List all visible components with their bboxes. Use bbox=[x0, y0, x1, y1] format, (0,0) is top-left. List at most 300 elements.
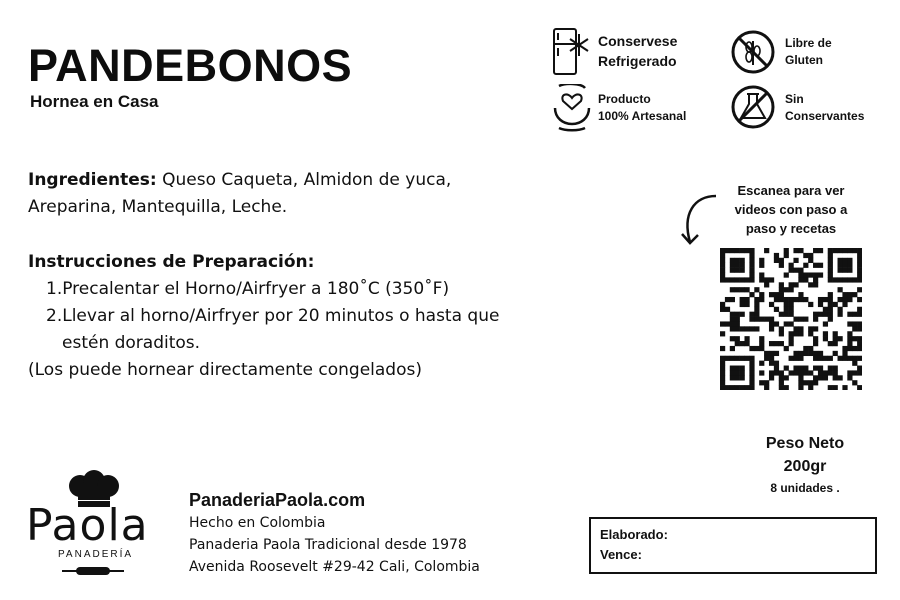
qr-module bbox=[798, 331, 803, 336]
step-number: 2. bbox=[46, 306, 63, 326]
qr-module bbox=[779, 258, 784, 263]
website-link[interactable]: PanaderiaPaola.com bbox=[189, 490, 366, 510]
qr-module bbox=[725, 248, 730, 253]
qr-module bbox=[764, 282, 769, 287]
qr-module bbox=[784, 248, 789, 253]
qr-module bbox=[774, 366, 779, 371]
qr-module bbox=[749, 366, 754, 371]
qr-module bbox=[857, 326, 862, 331]
qr-module bbox=[744, 336, 749, 341]
qr-module bbox=[769, 356, 774, 361]
qr-module bbox=[789, 356, 794, 361]
qr-module bbox=[857, 268, 862, 273]
qr-module bbox=[847, 331, 852, 336]
instructions-title: Instrucciones de Preparación: bbox=[28, 252, 315, 272]
qr-module bbox=[740, 312, 745, 317]
company-info bbox=[189, 512, 480, 578]
qr-module bbox=[808, 272, 813, 277]
qr-module bbox=[833, 336, 838, 341]
qr-module bbox=[852, 346, 857, 351]
qr-module bbox=[833, 341, 838, 346]
qr-module bbox=[842, 258, 847, 263]
qr-module bbox=[720, 248, 725, 253]
qr-module bbox=[798, 272, 803, 277]
qr-module bbox=[720, 331, 725, 336]
qr-module bbox=[740, 302, 745, 307]
qr-module bbox=[769, 302, 774, 307]
qr-module bbox=[857, 258, 862, 263]
qr-module bbox=[740, 356, 745, 361]
badge-refrigerate bbox=[598, 31, 677, 71]
product-subtitle: Hornea en Casa bbox=[30, 92, 159, 111]
qr-module bbox=[720, 361, 725, 366]
qr-module bbox=[759, 346, 764, 351]
qr-module bbox=[789, 282, 794, 287]
qr-module bbox=[793, 331, 798, 336]
qr-module bbox=[779, 380, 784, 385]
qr-module bbox=[823, 375, 828, 380]
qr-module bbox=[744, 287, 749, 292]
qr-module bbox=[808, 326, 813, 331]
qr-module bbox=[833, 331, 838, 336]
qr-module bbox=[842, 292, 847, 297]
qr-module bbox=[847, 292, 852, 297]
qr-module bbox=[730, 297, 735, 302]
qr-caption-line1: Escanea para ver bbox=[737, 183, 845, 198]
qr-module bbox=[803, 263, 808, 268]
qr-module bbox=[720, 356, 725, 361]
qr-module bbox=[749, 385, 754, 390]
qr-module bbox=[842, 302, 847, 307]
qr-module bbox=[813, 277, 818, 282]
qr-module bbox=[730, 317, 735, 322]
qr-module bbox=[779, 326, 784, 331]
no-wheat-icon bbox=[730, 29, 776, 75]
qr-module bbox=[852, 248, 857, 253]
qr-module bbox=[798, 366, 803, 371]
qr-module bbox=[833, 248, 838, 253]
qr-module bbox=[749, 326, 754, 331]
qr-module bbox=[759, 361, 764, 366]
qr-module bbox=[769, 370, 774, 375]
qr-module bbox=[838, 312, 843, 317]
qr-module bbox=[749, 248, 754, 253]
qr-module bbox=[720, 346, 725, 351]
qr-module bbox=[735, 268, 740, 273]
qr-module bbox=[789, 331, 794, 336]
qr-module bbox=[749, 361, 754, 366]
qr-module bbox=[740, 341, 745, 346]
qr-module bbox=[793, 297, 798, 302]
qr-module bbox=[730, 258, 735, 263]
qr-module bbox=[857, 336, 862, 341]
qr-module bbox=[730, 263, 735, 268]
qr-module bbox=[793, 258, 798, 263]
badge-preservatives bbox=[785, 91, 864, 125]
qr-module bbox=[833, 366, 838, 371]
qr-module bbox=[735, 263, 740, 268]
qr-module bbox=[784, 302, 789, 307]
company-tagline: Panaderia Paola Tradicional desde 1978 bbox=[189, 537, 467, 553]
qr-module bbox=[852, 336, 857, 341]
qr-module bbox=[857, 297, 862, 302]
qr-module bbox=[857, 272, 862, 277]
qr-module bbox=[847, 263, 852, 268]
fridge-snowflake-icon bbox=[551, 28, 593, 76]
qr-module bbox=[818, 366, 823, 371]
qr-module bbox=[744, 277, 749, 282]
qr-module bbox=[744, 297, 749, 302]
qr-module bbox=[813, 317, 818, 322]
qr-module bbox=[725, 385, 730, 390]
qr-module bbox=[720, 258, 725, 263]
qr-module bbox=[808, 253, 813, 258]
qr-module bbox=[798, 370, 803, 375]
unit-count: 8 unidades . bbox=[770, 481, 840, 495]
qr-module bbox=[813, 375, 818, 380]
qr-module bbox=[749, 370, 754, 375]
qr-module bbox=[740, 366, 745, 371]
qr-module bbox=[808, 351, 813, 356]
qr-module bbox=[818, 370, 823, 375]
qr-module bbox=[720, 370, 725, 375]
qr-module bbox=[803, 277, 808, 282]
qr-module bbox=[842, 268, 847, 273]
qr-module bbox=[842, 351, 847, 356]
qr-module bbox=[764, 385, 769, 390]
qr-module bbox=[857, 248, 862, 253]
qr-module bbox=[740, 268, 745, 273]
instruction-step-1 bbox=[46, 276, 449, 303]
qr-module bbox=[828, 268, 833, 273]
qr-module bbox=[740, 258, 745, 263]
qr-module bbox=[779, 297, 784, 302]
qr-module bbox=[823, 297, 828, 302]
qr-module bbox=[823, 321, 828, 326]
qr-module bbox=[847, 312, 852, 317]
qr-module bbox=[813, 272, 818, 277]
qr-module bbox=[779, 287, 784, 292]
qr-module bbox=[784, 307, 789, 312]
qr-module bbox=[798, 292, 803, 297]
qr-module bbox=[764, 317, 769, 322]
qr-module bbox=[793, 366, 798, 371]
qr-module bbox=[828, 370, 833, 375]
qr-module bbox=[774, 321, 779, 326]
qr-module bbox=[735, 366, 740, 371]
qr-module bbox=[759, 336, 764, 341]
qr-module bbox=[857, 321, 862, 326]
qr-module bbox=[847, 356, 852, 361]
qr-module bbox=[740, 297, 745, 302]
qr-module bbox=[813, 336, 818, 341]
qr-module bbox=[774, 370, 779, 375]
qr-module bbox=[784, 312, 789, 317]
qr-module bbox=[828, 307, 833, 312]
qr-module bbox=[842, 356, 847, 361]
qr-module bbox=[779, 312, 784, 317]
qr-module bbox=[749, 356, 754, 361]
qr-module bbox=[735, 287, 740, 292]
instruction-step-2 bbox=[46, 303, 499, 330]
qr-module bbox=[793, 248, 798, 253]
qr-module bbox=[779, 341, 784, 346]
qr-module bbox=[740, 248, 745, 253]
qr-module bbox=[730, 321, 735, 326]
qr-module bbox=[735, 336, 740, 341]
curved-arrow-icon bbox=[678, 190, 722, 250]
ingredients-paragraph bbox=[28, 167, 528, 221]
qr-module bbox=[857, 346, 862, 351]
qr-module bbox=[720, 253, 725, 258]
qr-module bbox=[813, 312, 818, 317]
qr-module bbox=[813, 282, 818, 287]
qr-module bbox=[838, 297, 843, 302]
qr-module bbox=[852, 356, 857, 361]
badge-artisanal-line1: Producto bbox=[598, 92, 651, 106]
qr-module bbox=[774, 351, 779, 356]
qr-module bbox=[808, 258, 813, 263]
qr-module bbox=[828, 258, 833, 263]
qr-module bbox=[779, 370, 784, 375]
qr-module bbox=[789, 321, 794, 326]
badge-preservatives-line1: Sin bbox=[785, 92, 804, 106]
qr-module bbox=[759, 263, 764, 268]
qr-module bbox=[813, 356, 818, 361]
qr-module bbox=[852, 312, 857, 317]
qr-module bbox=[847, 248, 852, 253]
qr-module bbox=[842, 346, 847, 351]
qr-module bbox=[823, 312, 828, 317]
qr-module bbox=[784, 346, 789, 351]
qr-module bbox=[730, 385, 735, 390]
qr-module bbox=[828, 317, 833, 322]
qr-module bbox=[764, 277, 769, 282]
qr-module bbox=[735, 341, 740, 346]
qr-module bbox=[749, 272, 754, 277]
qr-module bbox=[769, 317, 774, 322]
qr-module bbox=[833, 277, 838, 282]
qr-module bbox=[749, 346, 754, 351]
qr-module bbox=[828, 366, 833, 371]
qr-module bbox=[720, 385, 725, 390]
qr-module bbox=[749, 253, 754, 258]
qr-module bbox=[852, 361, 857, 366]
qr-code[interactable] bbox=[720, 248, 862, 390]
qr-module bbox=[769, 326, 774, 331]
qr-module bbox=[823, 356, 828, 361]
qr-module bbox=[828, 302, 833, 307]
badge-artisanal-line2: 100% Artesanal bbox=[598, 109, 687, 123]
qr-module bbox=[759, 297, 764, 302]
qr-module bbox=[784, 385, 789, 390]
qr-module bbox=[789, 287, 794, 292]
hands-heart-icon bbox=[551, 84, 593, 132]
qr-module bbox=[857, 287, 862, 292]
qr-module bbox=[798, 268, 803, 273]
qr-module bbox=[779, 282, 784, 287]
qr-module bbox=[730, 356, 735, 361]
qr-module bbox=[789, 307, 794, 312]
qr-module bbox=[779, 375, 784, 380]
qr-module bbox=[774, 341, 779, 346]
qr-module bbox=[740, 263, 745, 268]
qr-module bbox=[818, 351, 823, 356]
qr-caption bbox=[716, 181, 866, 238]
net-weight bbox=[740, 433, 870, 497]
qr-module bbox=[769, 375, 774, 380]
qr-module bbox=[744, 341, 749, 346]
qr-module bbox=[798, 277, 803, 282]
qr-module bbox=[818, 375, 823, 380]
qr-module bbox=[769, 351, 774, 356]
qr-module bbox=[789, 297, 794, 302]
qr-module bbox=[798, 351, 803, 356]
qr-module bbox=[793, 351, 798, 356]
qr-module bbox=[847, 268, 852, 273]
qr-module bbox=[847, 277, 852, 282]
qr-module bbox=[774, 297, 779, 302]
qr-module bbox=[754, 302, 759, 307]
qr-module bbox=[784, 321, 789, 326]
qr-module bbox=[838, 287, 843, 292]
qr-module bbox=[857, 263, 862, 268]
no-flask-icon bbox=[730, 84, 776, 130]
qr-module bbox=[808, 302, 813, 307]
qr-module bbox=[803, 351, 808, 356]
qr-module bbox=[842, 248, 847, 253]
qr-module bbox=[740, 277, 745, 282]
badge-gluten-line2: Gluten bbox=[785, 53, 823, 67]
qr-module bbox=[735, 356, 740, 361]
qr-module bbox=[789, 268, 794, 273]
qr-module bbox=[857, 385, 862, 390]
qr-module bbox=[852, 277, 857, 282]
badge-preservatives-line2: Conservantes bbox=[785, 109, 865, 123]
qr-module bbox=[774, 361, 779, 366]
qr-caption-line3: paso y recetas bbox=[745, 221, 837, 236]
qr-module bbox=[828, 263, 833, 268]
qr-module bbox=[754, 312, 759, 317]
qr-module bbox=[779, 292, 784, 297]
qr-module bbox=[793, 326, 798, 331]
qr-module bbox=[833, 302, 838, 307]
qr-module bbox=[779, 263, 784, 268]
qr-module bbox=[823, 336, 828, 341]
net-weight-value: 200gr bbox=[783, 458, 827, 475]
qr-module bbox=[808, 346, 813, 351]
step-text: Llevar al horno/Airfryer por 20 minutos o hasta que bbox=[62, 306, 500, 326]
qr-module bbox=[749, 380, 754, 385]
qr-module bbox=[720, 277, 725, 282]
qr-module bbox=[754, 346, 759, 351]
qr-module bbox=[789, 302, 794, 307]
qr-module bbox=[735, 370, 740, 375]
qr-module bbox=[838, 307, 843, 312]
qr-module bbox=[749, 268, 754, 273]
qr-module bbox=[725, 297, 730, 302]
qr-module bbox=[769, 341, 774, 346]
qr-module bbox=[857, 366, 862, 371]
qr-module bbox=[740, 370, 745, 375]
qr-module bbox=[818, 312, 823, 317]
qr-module bbox=[847, 375, 852, 380]
qr-module bbox=[838, 336, 843, 341]
qr-module bbox=[764, 351, 769, 356]
qr-module bbox=[784, 366, 789, 371]
qr-module bbox=[730, 312, 735, 317]
qr-module bbox=[838, 258, 843, 263]
qr-module bbox=[857, 370, 862, 375]
step-number: 1. bbox=[46, 279, 63, 299]
product-title: PANDEBONOS bbox=[28, 40, 353, 91]
qr-module bbox=[749, 312, 754, 317]
qr-module bbox=[818, 272, 823, 277]
qr-module bbox=[813, 263, 818, 268]
qr-module bbox=[759, 341, 764, 346]
qr-module bbox=[735, 317, 740, 322]
qr-module bbox=[803, 366, 808, 371]
qr-module bbox=[730, 366, 735, 371]
qr-module bbox=[847, 336, 852, 341]
qr-module bbox=[735, 248, 740, 253]
logo-wordmark: Paola bbox=[26, 500, 149, 551]
qr-module bbox=[793, 370, 798, 375]
qr-module bbox=[759, 380, 764, 385]
logo-subtitle: PANADERÍA bbox=[58, 549, 134, 560]
qr-module bbox=[803, 272, 808, 277]
date-box bbox=[589, 517, 877, 574]
ingredients-label: Ingredientes: bbox=[28, 170, 157, 190]
qr-module bbox=[789, 312, 794, 317]
qr-module bbox=[842, 385, 847, 390]
qr-module bbox=[847, 370, 852, 375]
qr-module bbox=[803, 370, 808, 375]
qr-module bbox=[789, 341, 794, 346]
qr-module bbox=[720, 268, 725, 273]
qr-module bbox=[784, 375, 789, 380]
qr-module bbox=[803, 346, 808, 351]
qr-module bbox=[725, 307, 730, 312]
qr-module bbox=[813, 366, 818, 371]
qr-module bbox=[798, 380, 803, 385]
qr-module bbox=[735, 312, 740, 317]
qr-module bbox=[730, 248, 735, 253]
qr-module bbox=[857, 253, 862, 258]
qr-module bbox=[764, 356, 769, 361]
qr-module bbox=[818, 263, 823, 268]
company-address: Avenida Roosevelt #29-42 Cali, Colombia bbox=[189, 559, 480, 575]
qr-module bbox=[813, 351, 818, 356]
qr-module bbox=[852, 370, 857, 375]
qr-module bbox=[823, 307, 828, 312]
qr-module bbox=[740, 287, 745, 292]
qr-module bbox=[759, 272, 764, 277]
qr-module bbox=[857, 356, 862, 361]
qr-module bbox=[847, 346, 852, 351]
qr-module bbox=[808, 370, 813, 375]
qr-module bbox=[730, 287, 735, 292]
qr-module bbox=[774, 258, 779, 263]
net-weight-label: Peso Neto bbox=[765, 435, 845, 452]
qr-module bbox=[818, 297, 823, 302]
qr-module bbox=[808, 380, 813, 385]
qr-module bbox=[744, 248, 749, 253]
qr-module bbox=[730, 277, 735, 282]
qr-module bbox=[808, 385, 813, 390]
qr-module bbox=[793, 356, 798, 361]
qr-module bbox=[749, 317, 754, 322]
